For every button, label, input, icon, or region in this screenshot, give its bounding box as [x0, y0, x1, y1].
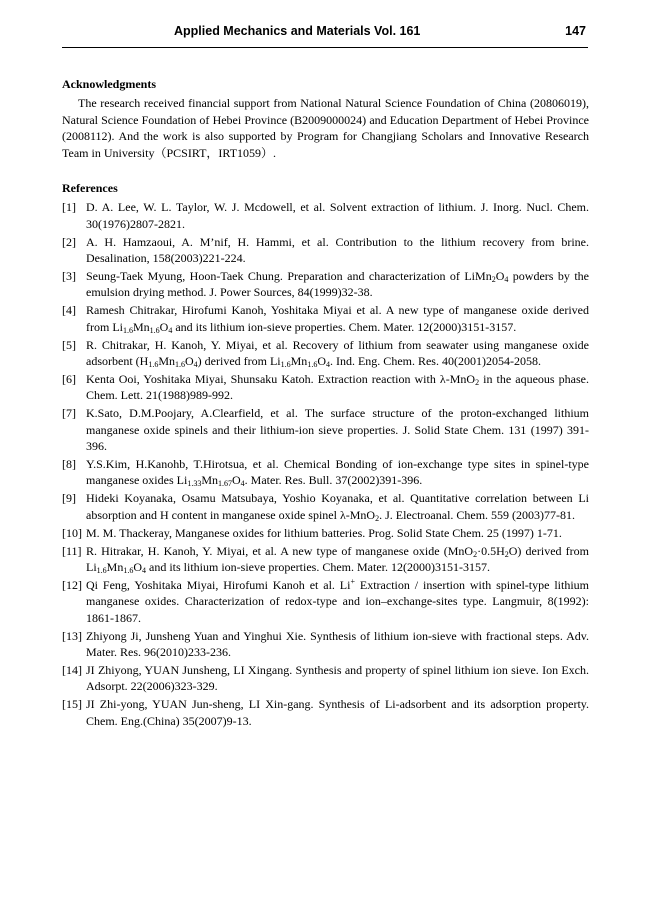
reference-item [62, 268, 589, 301]
reference-text: Qi Feng, Yoshitaka Miyai, Hirofumi Kanoh et al. Li+ Extraction / insertion with spinel-type lithium manganese oxides. Characterization of redox-type and ion–exchange-sites type. Langmuir, 8(1992): 1861-1867. [86, 576, 590, 625]
reference-item [62, 662, 589, 695]
reference-number: [7] [62, 406, 76, 421]
page-number: 147 [565, 24, 586, 38]
references-heading: References [62, 181, 118, 196]
acknowledgments-heading: Acknowledgments [62, 77, 157, 91]
journal-title: Applied Mechanics and Materials Vol. 161 [174, 24, 421, 38]
reference-text: K.Sato, D.M.Poojary, A.Clearfield, et al. The surface structure of the proton-exchanged lithium manganese oxide spinels and their lithium-ion sieve properties. J. Solid State Chem. 131 (1997) 391-396. [86, 406, 589, 454]
reference-item [62, 696, 589, 729]
reference-text: Kenta Ooi, Yoshitaka Miyai, Shunsaku Katoh. Extraction reaction with λ-MnO$_2$ in the aqueous phase. Chem. Lett. 21(1988)989-992. [86, 372, 590, 403]
reference-text: Zhiyong Ji, Junsheng Yuan and Yinghui Xie. Synthesis of lithium ion-sieve with fractional steps. Adv. Mater. Res. 96(2010)233-236. [86, 628, 589, 659]
reference-text: Y.S.Kim, H.Kanohb, T.Hirotsua, et al. Chemical Bonding of ion-exchange type sites in spinel-type manganese oxides $Li_{1.33}Mn_{1.67}O_4$. Mater. Res. Bull. 37(2002)391-396. [86, 457, 589, 489]
reference-number: [15] [62, 697, 82, 712]
reference-number: [4] [62, 303, 76, 318]
reference-item [62, 490, 589, 523]
reference-number: [11] [62, 543, 82, 558]
reference-text: R. Hitrakar, H. Kanoh, Y. Miyai, et al. A new type of manganese oxide $(MnO_2\cdot 0.5H_2O)$ derived from $Li_{1.6}Mn_{1.6}O_4$ and its lithium ion-sieve properties. Chem. Mater. 12(2000)3151-3157. [86, 543, 589, 575]
references-list [62, 199, 589, 729]
reference-number: [12] [62, 577, 82, 592]
reference-number: [13] [62, 628, 82, 643]
reference-number: [10] [62, 525, 82, 540]
reference-text: JI Zhiyong, YUAN Junsheng, LI Xingang. Synthesis and property of spinel lithium ion sieve. Ion Exch. Adsorpt. 22(2006)323-329. [86, 662, 589, 694]
reference-item [62, 628, 589, 661]
reference-item [62, 371, 589, 404]
running-header [62, 24, 588, 42]
reference-text: M. M. Thackeray, Manganese oxides for lithium batteries. Prog. Solid State Chem. 25 (1997) 1-71. [86, 525, 562, 540]
reference-item [62, 199, 589, 232]
reference-text: JI Zhi-yong, YUAN Jun-sheng, LI Xin-gang. Synthesis of Li-adsorbent and its adsorption property. Chem. Eng.(China) 35(2007)9-13. [86, 697, 589, 728]
reference-text: Ramesh Chitrakar, Hirofumi Kanoh, Yoshitaka Miyai et al. A new type of manganese oxide derived from $Li_{1.6}Mn_{1.6}O_4$ and its lithium ion-sieve properties. Chem. Mater. 12(2000)3151-3157. [86, 303, 589, 335]
reference-number: [1] [62, 200, 76, 215]
reference-number: [2] [62, 234, 76, 249]
reference-item [62, 302, 589, 335]
page-body [62, 76, 589, 731]
reference-number: [5] [62, 337, 76, 352]
reference-text: Seung-Taek Myung, Hoon-Taek Chung. Preparation and characterization of $LiMn_2O_4$ powders by the emulsion drying method. J. Power Sources, 84(1999)32-38. [86, 269, 590, 300]
reference-item [62, 543, 589, 576]
reference-item [62, 337, 589, 370]
reference-item [62, 577, 589, 626]
reference-item [62, 405, 589, 454]
reference-item [62, 456, 589, 489]
reference-text: A. H. Hamzaoui, A. M’nif, H. Hammi, et al. Contribution to the lithium recovery from brine. Desalination, 158(2003)221-224. [86, 234, 589, 266]
reference-text: R. Chitrakar, H. Kanoh, Y. Miyai, et al. Recovery of lithium from seawater using manganese oxide adsorbent $(H_{1.6}Mn_{1.6}O_4)$ derived from $Li_{1.6}Mn_{1.6}O_4$. Ind. Eng. Chem. Res. 40(2001)2054-2058. [86, 337, 589, 370]
reference-number: [8] [62, 457, 76, 472]
reference-item [62, 525, 589, 541]
acknowledgments-text: The research received financial support from National Natural Science Foundation of China (20806019), Natural Science Foundation of Hebei Province (B2009000024) and Education Department of Hebei Province (2008112). And the work is also supported by Program for Changjiang Scholars and Innovative Research Team in University（PCSIRT，IRT1059）. [62, 96, 589, 160]
reference-text: Hideki Koyanaka, Osamu Matsubaya, Yoshio Koyanaka, et al. Quantitative correlation between Li absorption and H content in manganese oxide spinel λ-MnO$_2$. J. Electroanal. Chem. 559 (2003)77-81. [86, 491, 589, 523]
reference-text: D. A. Lee, W. L. Taylor, W. J. Mcdowell, et al. Solvent extraction of lithium. J. Inorg. Nucl. Chem. 30(1976)2807-2821. [86, 200, 589, 231]
header-rule [62, 47, 588, 48]
reference-number: [6] [62, 372, 76, 386]
reference-number: [9] [62, 491, 76, 506]
reference-item [62, 234, 589, 267]
reference-number: [3] [62, 269, 76, 284]
reference-number: [14] [62, 662, 82, 677]
